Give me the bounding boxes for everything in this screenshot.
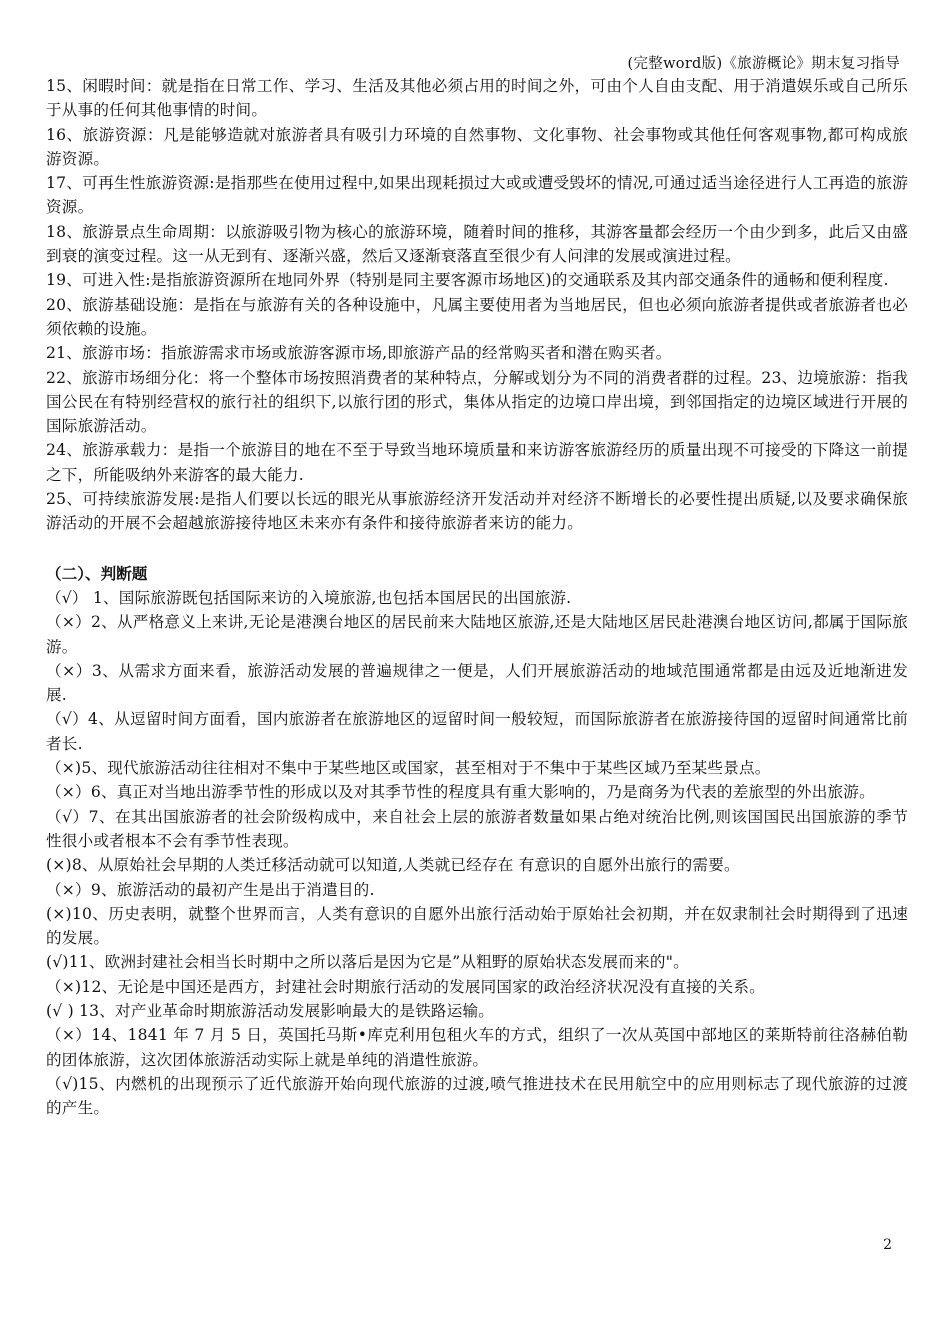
definition-15: 15、闲暇时间：就是指在日常工作、学习、生活及其他必须占用的时间之外，可由个人自由支配、用于消遣娱乐或自己所乐于从事的任何其他事情的时间。 bbox=[46, 77, 908, 120]
judgment-7: （√）7、在其出国旅游者的社会阶级构成中，来自社会上层的旅游者数量如果占绝对统治比例,则该国国民出国旅游的季节性很小或者根本不会有季节性表现。 bbox=[46, 807, 908, 850]
page-number: 2 bbox=[883, 1237, 892, 1253]
judgment-13: (√ ) 13、对产业革命时期旅游活动发展影响最大的是铁路运输。 bbox=[46, 1001, 495, 1020]
definition-16: 16、旅游资源：凡是能够造就对旅游者具有吸引力环境的自然事物、文化事物、社会事物或其他任何客观事物,都可构成旅游资源。 bbox=[46, 125, 908, 168]
definition-22-23: 22、旅游市场细分化：将一个整体市场按照消费者的某种特点，分解或划分为不同的消费者群的过程。23、边境旅游：指我国公民在有特别经营权的旅行社的组织下,以旅行团的形式，集体从指定的边境口岸出境，到邻国指定的边境区域进行开展的国际旅游活动。 bbox=[46, 368, 908, 436]
judgment-8: (×)8、从原始社会早期的人类迁移活动就可以知道,人类就已经存在 有意识的自愿外出旅行的需要。 bbox=[46, 856, 740, 875]
judgment-5: （×)5、现代旅游活动往往相对不集中于某些地区或国家，甚至相对于不集中于某些区域乃至某些景点。 bbox=[46, 759, 771, 778]
definition-20: 20、旅游基础设施：是指在与旅游有关的各种设施中，凡属主要使用者为当地居民，但也必须向旅游者提供或者旅游者也必须依赖的设施。 bbox=[46, 295, 908, 338]
judgment-9: （×）9、旅游活动的最初产生是出于消遣目的. bbox=[46, 880, 375, 899]
definition-25: 25、可持续旅游发展:是指人们要以长远的眼光从事旅游经济开发活动并对经济不断增长的必要性提出质疑,以及要求确保旅游活动的开展不会超越旅游接待地区未来亦有条件和接待旅游者来访的能力。 bbox=[46, 490, 908, 533]
judgment-3: （×）3、从需求方面来看，旅游活动发展的普遍规律之一便是，人们开展旅游活动的地域范围通常都是由远及近地渐进发展. bbox=[46, 661, 908, 705]
definition-19: 19、可进入性:是指旅游资源所在地同外界（特别是同主要客源市场地区)的交通联系及其内部交通条件的通畅和便利程度. bbox=[46, 271, 889, 290]
judgment-4: （√）4、从逗留时间方面看，国内旅游者在旅游地区的逗留时间一般较短，而国际旅游者在旅游接待国的逗留时间通常比前者长. bbox=[46, 710, 908, 753]
section-title: （二）、判断题 bbox=[46, 563, 148, 583]
judgment-12: （×)12、无论是中国还是西方，封建社会时期旅行活动的发展同国家的政治经济状况没有直接的关系。 bbox=[46, 977, 765, 996]
definition-24: 24、旅游承载力：是指一个旅游目的地在不至于导致当地环境质量和来访游客旅游经历的质量出现不可接受的下降这一前提之下，所能吸纳外来游客的最大能力. bbox=[46, 441, 908, 484]
document-header: (完整word版)《旅游概论》期末复习指导 bbox=[627, 56, 900, 72]
definition-18: 18、旅游景点生命周期：以旅游吸引物为核心的旅游环境，随着时间的推移，其游客量都会经历一个由少到多，此后又由盛到衰的演变过程。这一从无到有、逐渐兴盛，然后又逐渐衰落直至很少有人问津的发展或演进过程。 bbox=[46, 222, 908, 266]
definition-17: 17、可再生性旅游资源:是指那些在使用过程中,如果出现耗损过大或或遭受毁坏的情况,可通过适当途径进行人工再造的旅游资源。 bbox=[46, 174, 908, 217]
judgment-11: (√)11、欧洲封建社会相当长时期中之所以落后是因为它是”从粗野的原始状态发展而来的"。 bbox=[46, 953, 689, 972]
document-body bbox=[46, 74, 908, 1120]
judgment-14: （×）14、1841 年 7 月 5 日，英国托马斯•库克利用包租火车的方式，组织了一次从英国中部地区的莱斯特前往洛赫伯勒的团体旅游，这次团体旅游活动实际上就是单纯的消遣性旅游。 bbox=[46, 1026, 908, 1069]
judgment-6: （×）6、真正对当地出游季节性的形成以及对其季节性的程度具有重大影响的，乃是商务为代表的差旅型的外出旅游。 bbox=[46, 783, 875, 802]
judgment-10: (×)10、历史表明，就整个世界而言，人类有意识的自愿外出旅行活动始于原始社会初期，并在奴隶制社会时期得到了迅速的发展。 bbox=[46, 904, 908, 948]
judgment-15: （√)15、内燃机的出现预示了近代旅游开始向现代旅游的过渡,喷气推进技术在民用航空中的应用则标志了现代旅游的过渡的产生。 bbox=[46, 1074, 908, 1118]
judgment-2: （×）2、从严格意义上来讲,无论是港澳台地区的居民前来大陆地区旅游,还是大陆地区居民赴港澳台地区访问,都属于国际旅游。 bbox=[46, 613, 908, 656]
section-spacer bbox=[46, 536, 908, 562]
definition-21: 21、旅游市场：指旅游需求市场或旅游客源市场,即旅游产品的经常购买者和潜在购买者。 bbox=[46, 344, 672, 363]
judgment-1: （√） 1、国际旅游既包括国际来访的入境旅游,也包括本国居民的出国旅游. bbox=[46, 588, 572, 607]
